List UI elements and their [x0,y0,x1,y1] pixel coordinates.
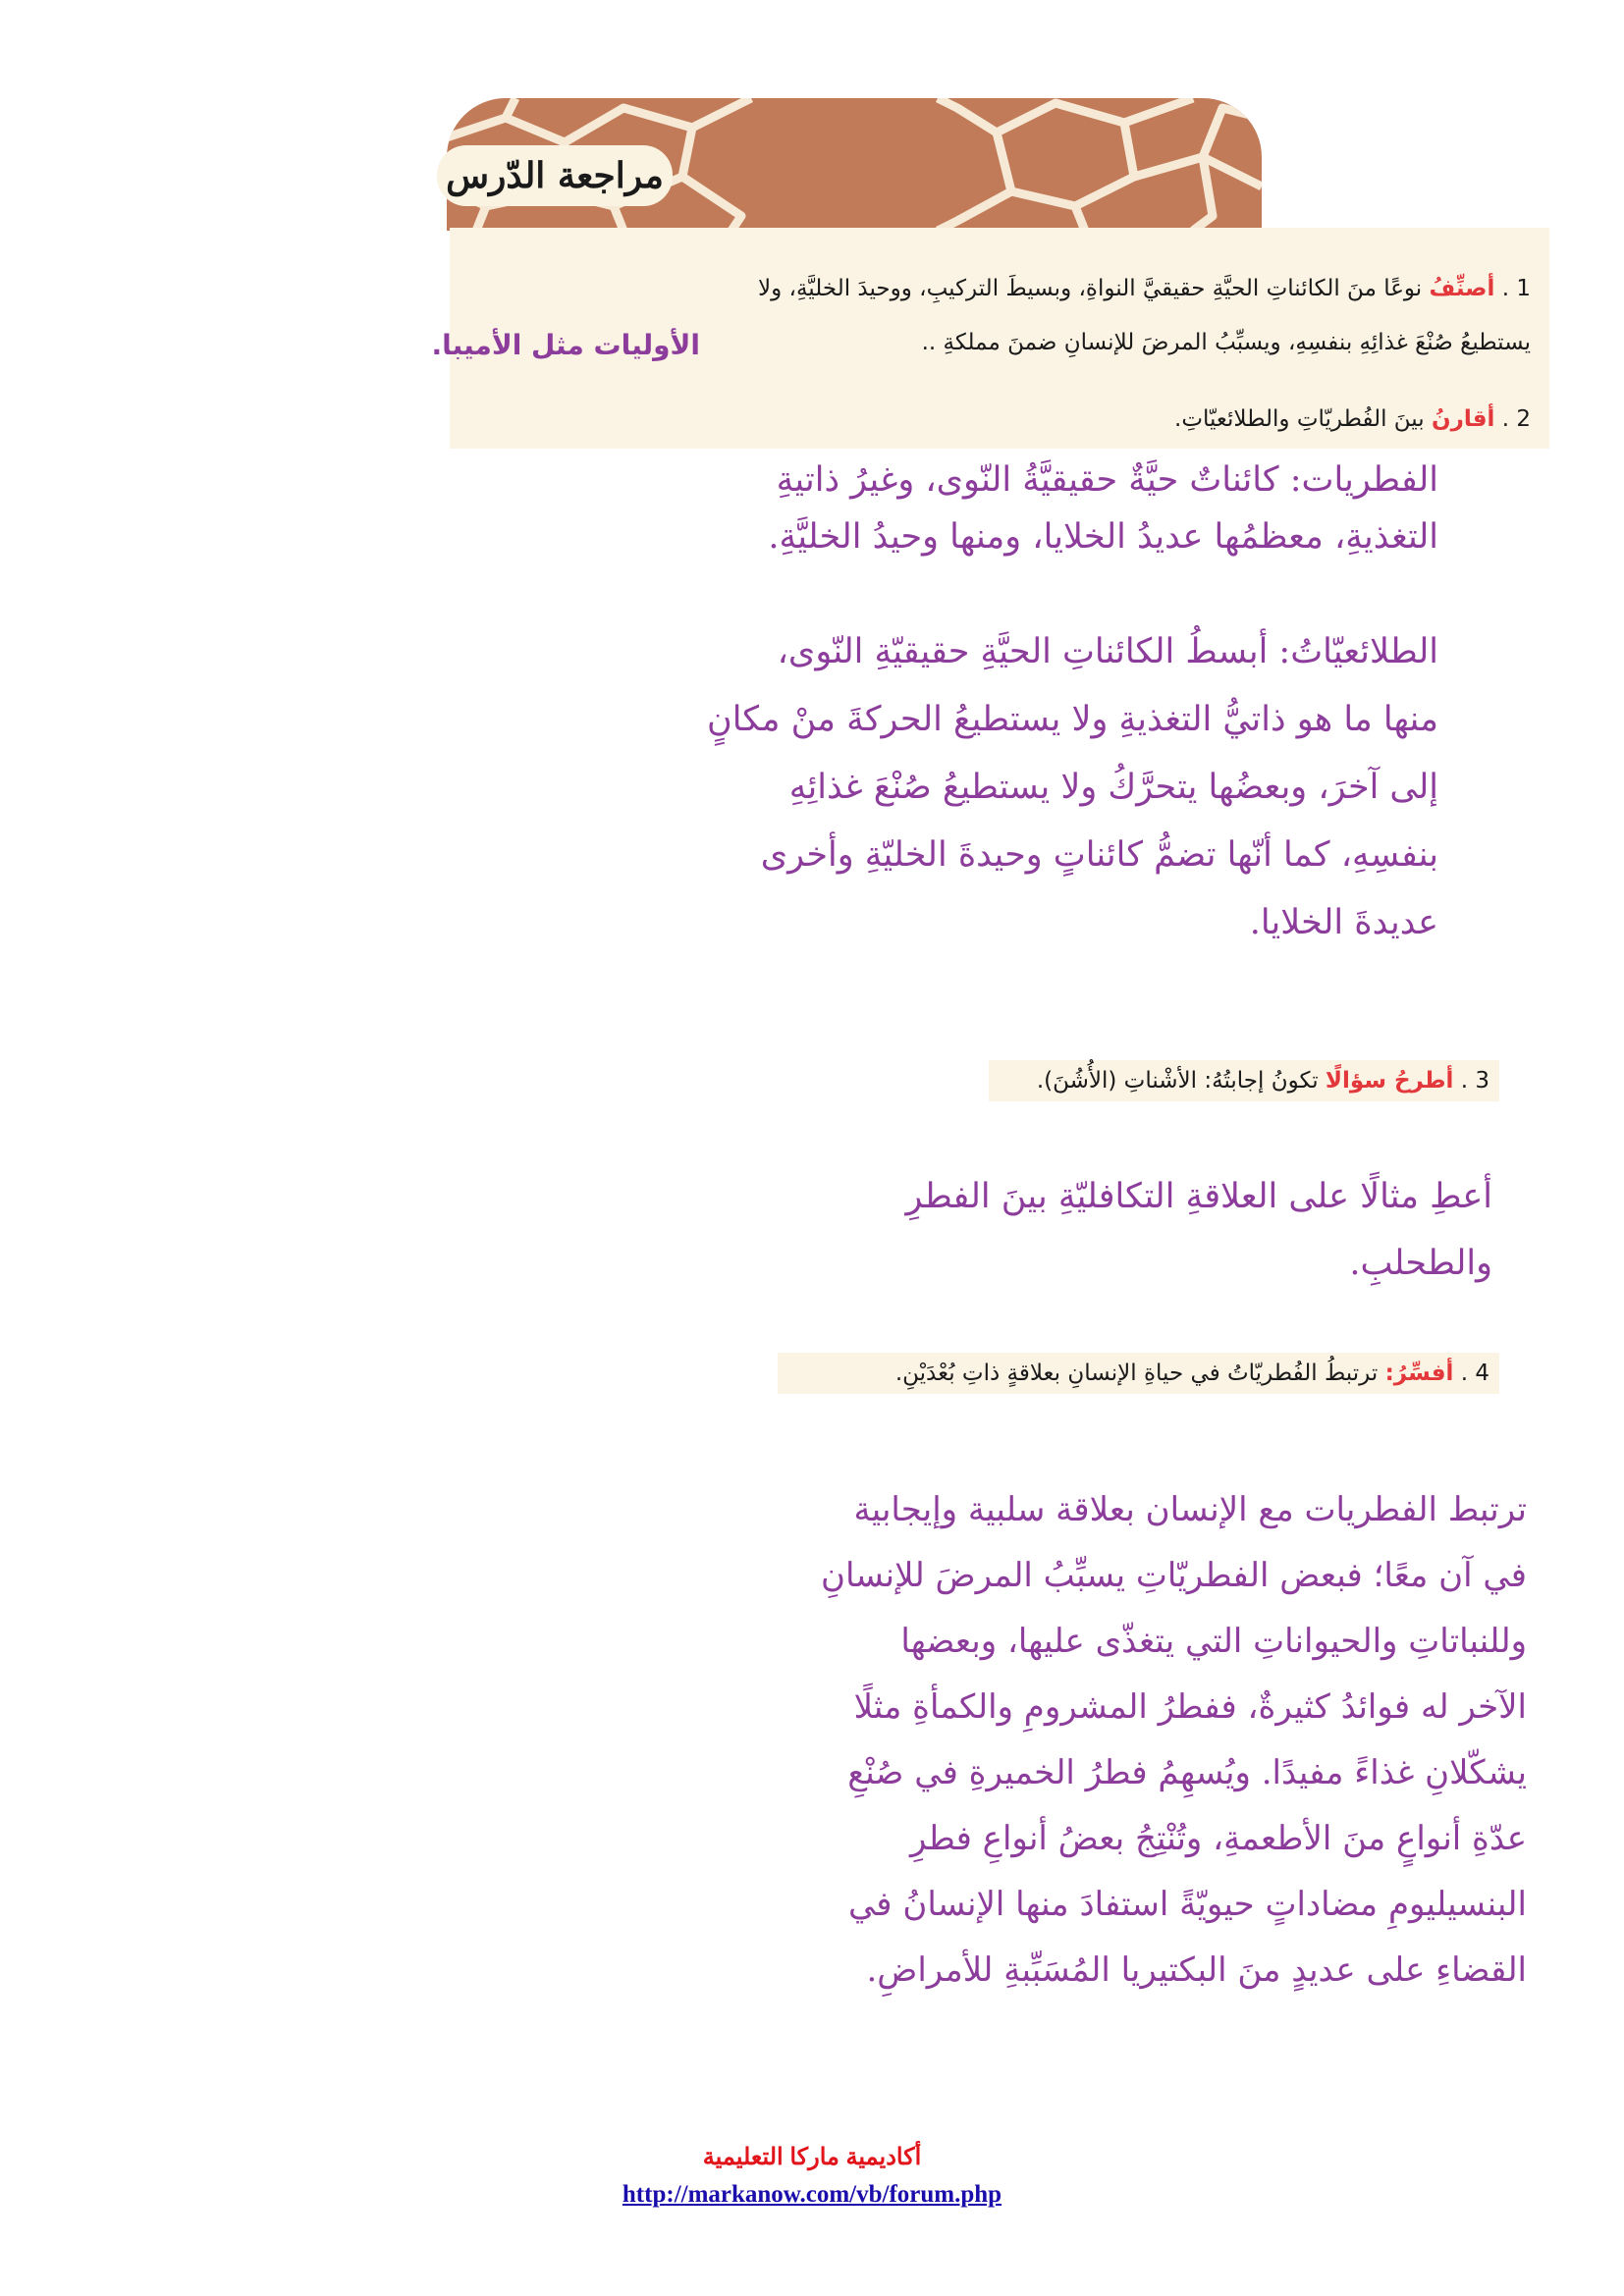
answer-line: الآخر له فوائدُ كثيرةٌ، ففطرُ المشرومِ والكمأةِ مثلًا [853,1687,1527,1727]
answer-protists [687,618,1438,957]
answer-line: بنفسِهِ، كما أنّها تضمُّ كائناتٍ وحيدةَ الخليّةِ وأخرى [760,835,1438,875]
footer-forum-link[interactable]: http://markanow.com/vb/forum.php [622,2181,1002,2208]
question-1-answer: الأوليات مثل الأميبا. [431,329,700,361]
question-text: تكونُ إجابتُهُ: الأشْناتِ (الأُشُنَ). [1036,1068,1319,1094]
answer-line: القضاءِ على عديدٍ منَ البكتيريا المُسَبِّبةِ للأمراضِ. [866,1950,1527,1990]
answer-line: يشكّلانِ غذاءً مفيدًا. ويُسهِمُ فطرُ الخميرةِ في صُنْعِ [847,1753,1527,1792]
question-1-line-1 [431,272,1531,305]
answer-q4 [781,1477,1527,2003]
answer-line: أعطِ مثالًا على العلاقةِ التكافليّةِ بينَ الفطرِ [905,1177,1492,1216]
question-number: 3 . [1460,1068,1489,1094]
answer-line: والطحلبِ. [1349,1244,1492,1283]
answer-line: التغذيةِ، معظمُها عديدُ الخلايا، ومنها وحيدُ الخليَّةِ. [768,517,1438,557]
answer-line: منها ما هو ذاتيُّ التغذيةِ ولا يستطيعُ الحركةَ منْ مكانٍ [707,700,1438,739]
question-verb: أفسِّرُ: [1384,1361,1454,1386]
answer-fungi [677,452,1438,565]
question-2 [549,402,1531,436]
answer-line: وللنباتاتِ والحيواناتِ التي يتغذّى عليها، وبعضها [900,1622,1527,1661]
question-number: 4 . [1460,1361,1489,1386]
answer-line: إلى آخرَ، وبعضُها يتحرَّكُ ولا يستطيعُ صُنْعَ غذائِهِ [788,768,1438,807]
question-3 [989,1060,1499,1101]
answer-line: الفطريات: كائناتٌ حيَّةٌ حقيقيَّةُ النّوى، وغيرُ ذاتيةِ [776,460,1438,500]
question-text: ترتبطُ الفُطريّاتُ في حياةِ الإنسانِ بعلاقةٍ ذاتِ بُعْدَيْنِ. [894,1361,1379,1386]
question-text: يستطيعُ صُنْعَ غذائِهِ بنفسِهِ، ويسبِّبُ المرضَ للإنسانِ ضمنَ مملكةِ .. [921,330,1531,355]
answer-line: في آن معًا؛ فبعض الفطريّاتِ يسبِّبُ المرضَ للإنسانِ [820,1556,1527,1595]
question-number: 1 . [1501,276,1531,301]
answer-q3 [785,1163,1492,1297]
lesson-review-title: مراجعة الدّرس [437,145,673,206]
footer-academy-name: أكاديمية ماركا التعليمية [702,2144,922,2170]
answer-line: البنسيليومِ مضاداتٍ حيويّةً استفادَ منها الإنسانُ في [847,1885,1527,1924]
question-verb: أقارنُ [1431,406,1495,432]
answer-line: عدّةِ أنواعٍ منَ الأطعمةِ، وتُنْتِجُ بعضُ أنواعِ فطرِ [909,1819,1527,1858]
question-number: 2 . [1501,406,1531,432]
answer-line: عديدةَ الخلايا. [1249,903,1438,942]
question-verb: أطرحُ سؤالًا [1325,1068,1454,1094]
answer-line: ترتبط الفطريات مع الإنسان بعلاقة سلبية وإيجابية [853,1490,1527,1529]
question-text: بينَ الفُطريّاتِ والطلائعيّاتِ. [1174,406,1425,432]
answer-line: الطلائعيّاتُ: أبسطُ الكائناتِ الحيَّةِ حقيقيّةِ النّوى، [777,632,1438,671]
question-4 [778,1353,1499,1394]
question-text: نوعًا منَ الكائناتِ الحيَّةِ حقيقيَّ النواةِ، وبسيطَ التركيبِ، ووحيدَ الخليَّةِ، ولا [758,276,1423,301]
question-verb: أصنِّفُ [1429,276,1495,301]
